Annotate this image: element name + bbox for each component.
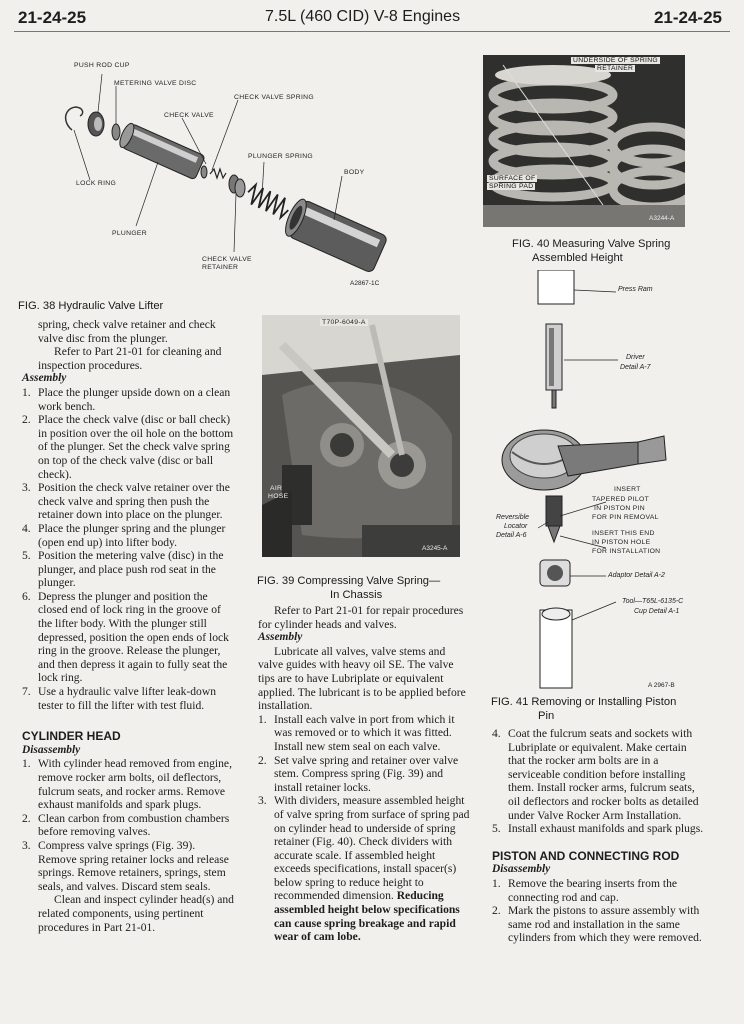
list-item: 4. Place the plunger spring and the plunger (open end up) into lifter body. (22, 521, 226, 549)
fig41-label-reversible-3: Detail A-6 (496, 532, 527, 539)
fig41-label-insert-end-3: FOR INSTALLATION (592, 548, 661, 555)
list-item: 3. With dividers, measure assembled height of valve spring from surface of spring pad on cylinder head to underside of spring retainer (Fig. 40). Check dividers with accurate scale. If assembled height exceeds specifications, install spacer(s) below spring to reduce height to recommended dimension. Reducing assembled height below specifications can cause spring breakage and rapid wear of cam lobe. (258, 794, 470, 944)
label-metering-valve-disc: METERING VALVE DISC (114, 80, 197, 87)
fig41-caption-2: Pin (538, 710, 555, 722)
label-plunger: PLUNGER (112, 230, 147, 237)
list-item: 2. Place the check valve (disc or ball check) in position over the oil hole on the bottom of the plunger. Set the check valve spring on top of the check valve (disc or ball check). (22, 413, 234, 481)
label-push-rod-cup: PUSH ROD CUP (74, 62, 130, 69)
fig40-caption-1: FIG. 40 Measuring Valve Spring (512, 238, 671, 250)
fig39-photo (262, 315, 460, 557)
col2-lubricate: Lubricate all valves, valve stems and valve guides with heavy oil SE. The valve tips are to have Lubriplate or equivalent applied. The lubricant is to be applied before installation. (258, 644, 466, 713)
cylinder-head-heading: CYLINDER HEAD (22, 729, 121, 744)
list-item: 1. With cylinder head removed from engine, remove rocker arm bolts, oil deflectors, fulcrum seats, and rocker arms. Remove exhaust manifolds and spark plugs. (22, 757, 232, 812)
fig40-photo (483, 55, 685, 227)
list-item: 4. Coat the fulcrum seats and sockets with Lubriplate or equivalent. Make certain that the rocker arm bolts are in a serviceable condition before installing them. Install rocker arms, fulcrum seats, oil deflectors and rocker bolts as detailed under Valve Rocker Arm Installation. (492, 727, 699, 822)
col3-assembly-steps (492, 727, 706, 836)
fig39-label-air-hose-1: AIR (270, 485, 283, 492)
label-check-valve-retainer-1: CHECK VALVE (202, 256, 252, 263)
text-column-2 (258, 604, 470, 944)
fig40-label-surface-2: SPRING PAD (489, 183, 534, 190)
fig41-figure (488, 270, 728, 694)
col3-disassembly-steps (492, 877, 706, 945)
list-item: 6. Depress the plunger and position the closed end of lock ring in the groove of the lifter body. With the plunger still depressed, position the open ends of lock ring in the groove. Release the plunger, and then depress it again to fully seat the lock ring. (22, 589, 229, 685)
fig39-caption-2: In Chassis (330, 589, 383, 601)
fig41-label-insert-end-2: IN PISTON HOLE (592, 539, 651, 546)
col1-intro: spring, check valve retainer and check valve disc from the plunger. (38, 318, 216, 345)
fig40-drawing (483, 55, 685, 227)
fig39-caption-1: FIG. 39 Compressing Valve Spring— (257, 575, 441, 587)
col2-assembly-heading: Assembly (258, 631, 303, 644)
piston-heading: PISTON AND CONNECTING ROD (492, 848, 680, 863)
fig39-label-tool: T70P-6049-A (322, 319, 366, 326)
text-column-1 (22, 318, 234, 934)
label-check-valve-retainer-2: RETAINER (202, 264, 239, 271)
label-body: BODY (344, 169, 365, 176)
col1-clean: Clean and inspect cylinder head(s) and related components, using pertinent procedures in Part 21-01. (38, 893, 234, 934)
fig41-drawing (488, 270, 728, 694)
fig40-label-underside-2: RETAINER (597, 65, 634, 72)
label-lock-ring: LOCK RING (76, 180, 117, 187)
fig38-code: A2867-1C (350, 280, 380, 287)
list-item: 1. Install each valve in port from which it was removed or to which it was fitted. Install new stem seal on each valve. (258, 712, 455, 753)
fig39-label-air-hose-2: HOSE (268, 493, 289, 500)
list-item: 2. Clean carbon from combustion chambers before removing valves. (22, 811, 230, 839)
fig41-label-tool-1: Tool—T65L-6135-C (622, 598, 684, 605)
list-item: 3. Compress valve springs (Fig. 39). Remove spring retainer locks and release springs. Remove retainers, springs, stem seals, and valves. Discard stem seals. (22, 838, 229, 893)
text-column-3 (492, 727, 706, 945)
fig41-label-insert-4: FOR PIN REMOVAL (592, 514, 659, 521)
fig40-caption-2: Assembled Height (532, 252, 623, 264)
list-item: 2. Mark the pistons to assure assembly with same rod and installation in the same cylinders from which they were removed. (492, 904, 702, 945)
col1-disassembly-heading: Disassembly (22, 743, 81, 756)
fig40-code: A3244-A (649, 215, 675, 222)
fig38-caption: FIG. 38 Hydraulic Valve Lifter (18, 300, 164, 312)
list-item: 1. Place the plunger upside down on a clean work bench. (22, 385, 231, 413)
fig41-label-adaptor: Adaptor Detail A-2 (608, 572, 665, 579)
fig40-label-underside-1: UNDERSIDE OF SPRING (573, 57, 659, 64)
col1-refer: Refer to Part 21-01 for cleaning and inspection procedures. (38, 345, 222, 372)
fig39-code: A3245-A (422, 545, 448, 552)
fig41-label-press-ram: Press Ram (618, 286, 653, 293)
label-plunger-spring: PLUNGER SPRING (248, 153, 314, 160)
col1-assembly-heading: Assembly (22, 372, 67, 385)
list-item: 5. Install exhaust manifolds and spark plugs. (492, 822, 704, 836)
fig41-label-insert-1: INSERT (614, 486, 641, 493)
fig41-label-driver-2: Detail A-7 (620, 364, 651, 371)
label-check-valve-spring: CHECK VALVE SPRING (234, 94, 314, 101)
col2-refer: Refer to Part 21-01 for repair procedures for cylinder heads and valves. (258, 604, 464, 631)
page-number-left: 21-24-25 (18, 8, 87, 27)
fig39-drawing (262, 315, 460, 557)
fig41-label-insert-3: IN PISTON PIN (594, 505, 645, 512)
warning-text: Reducing assembled height below specifications can cause spring breakage and rapid wear of cam lobe. (274, 889, 460, 944)
fig41-label-driver-1: Driver (626, 354, 645, 361)
fig41-label-reversible-2: Locator (504, 523, 528, 530)
list-item: 7. Use a hydraulic valve lifter leak-down tester to fill the lifter with test fluid. (22, 685, 217, 712)
col1-disassembly-steps (22, 757, 234, 893)
list-item: 3. Position the check valve retainer over the check valve and spring then push the retainer down into place on the plunger. (22, 481, 230, 522)
page-title: 7.5L (460 CID) V-8 Engines (265, 8, 461, 25)
fig38-figure (12, 52, 392, 298)
fig41-label-insert-end-1: INSERT THIS END (592, 530, 655, 537)
list-item: 2. Set valve spring and retainer over valve stem. Compress spring (Fig. 39) and install retainer locks. (258, 753, 459, 794)
list-item: 5. Position the metering valve (disc) in the plunger, and place push rod seat in the plunger. (22, 549, 224, 590)
fig41-caption-1: FIG. 41 Removing or Installing Piston (491, 696, 677, 708)
header-rule (14, 31, 730, 32)
col2-assembly-steps (258, 713, 470, 944)
fig41-label-reversible-1: Reversible (496, 514, 530, 521)
fig41-label-insert-2: TAPERED PILOT (592, 496, 650, 503)
fig41-label-tool-2: Cup Detail A-1 (634, 608, 680, 615)
label-check-valve: CHECK VALVE (164, 112, 214, 119)
col1-assembly-steps (22, 386, 234, 712)
fig40-label-surface-1: SURFACE OF (489, 175, 536, 182)
page-number-right: 21-24-25 (653, 8, 722, 27)
fig41-code: A 2967-B (648, 682, 675, 689)
col3-disassembly-heading: Disassembly (492, 863, 551, 876)
list-item: 1. Remove the bearing inserts from the connecting rod and cap. (492, 876, 678, 904)
